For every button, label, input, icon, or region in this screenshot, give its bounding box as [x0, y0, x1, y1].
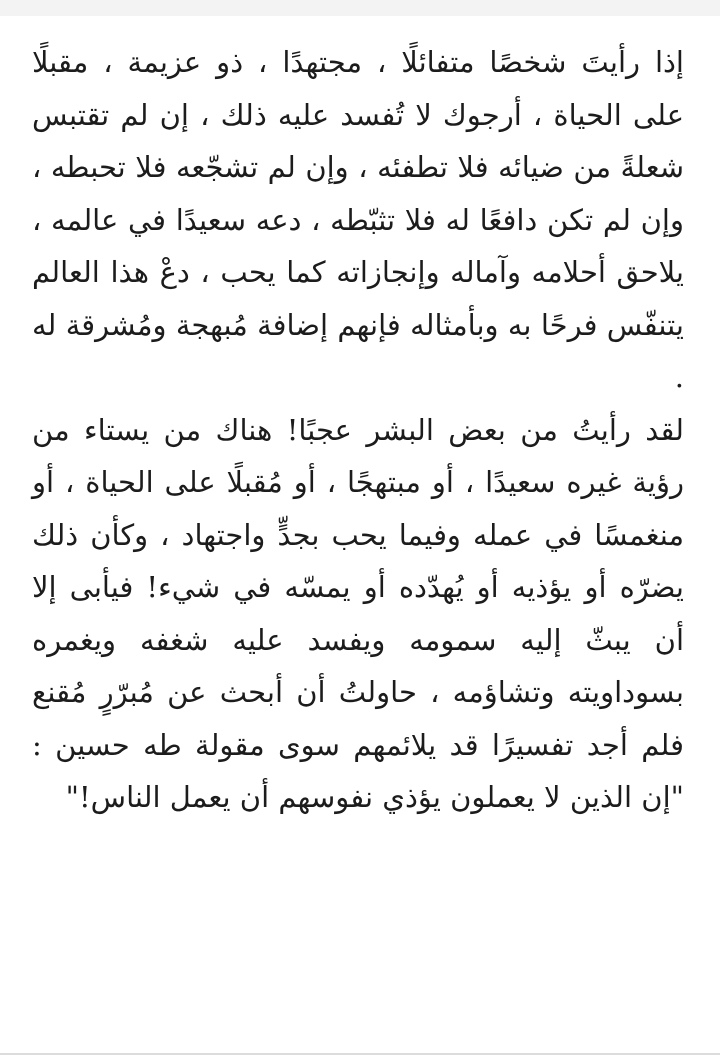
arabic-text-block: [32, 36, 684, 824]
paragraph-1: إذا رأيتَ شخصًا متفائلًا ، مجتهدًا ، ذو عزيمة ، مقبلًا على الحياة ، أرجوك لا تُفسد عليه ذلك ، إن لم تقتبس شعلةً من ضيائه فلا تطفئه ، وإن لم تشجّعه فلا تحبطه ، وإن لم تكن دافعًا له فلا تثبّطه ، دعه سعيدًا في عالمه ، يلاحق أحلامه وآماله وإنجازاته كما يحب ، دعْ هذا العالم يتنفّس فرحًا به وبأمثاله فإنهم إضافة مُبهجة ومُشرقة له .: [32, 45, 684, 394]
top-strip: [0, 0, 720, 16]
blank-bottom-area: [0, 816, 720, 1055]
paragraph-2: لقد رأيتُ من بعض البشر عجبًا! هناك من يستاء من رؤية غيره سعيدًا ، أو مبتهجًا ، أو مُقبلًا على الحياة ، أو منغمسًا في عمله وفيما يحب بجدٍّ واجتهاد ، وكأن ذلك يضرّه أو يؤذيه أو يُهدّده أو يمسّه في شيء! فيأبى إلا أن يبثّ إليه سمومه ويفسد عليه شغفه ويغمره بسوداويته وتشاؤمه ، حاولتُ أن أبحث عن مُبرّرٍ مُقنع فلم أجد تفسيرًا قد يلائمهم سوى مقولة طه حسين : "إن الذين لا يعملون يؤذي نفوسهم أن يعمل الناس!": [32, 412, 684, 814]
document-page: [0, 16, 720, 816]
